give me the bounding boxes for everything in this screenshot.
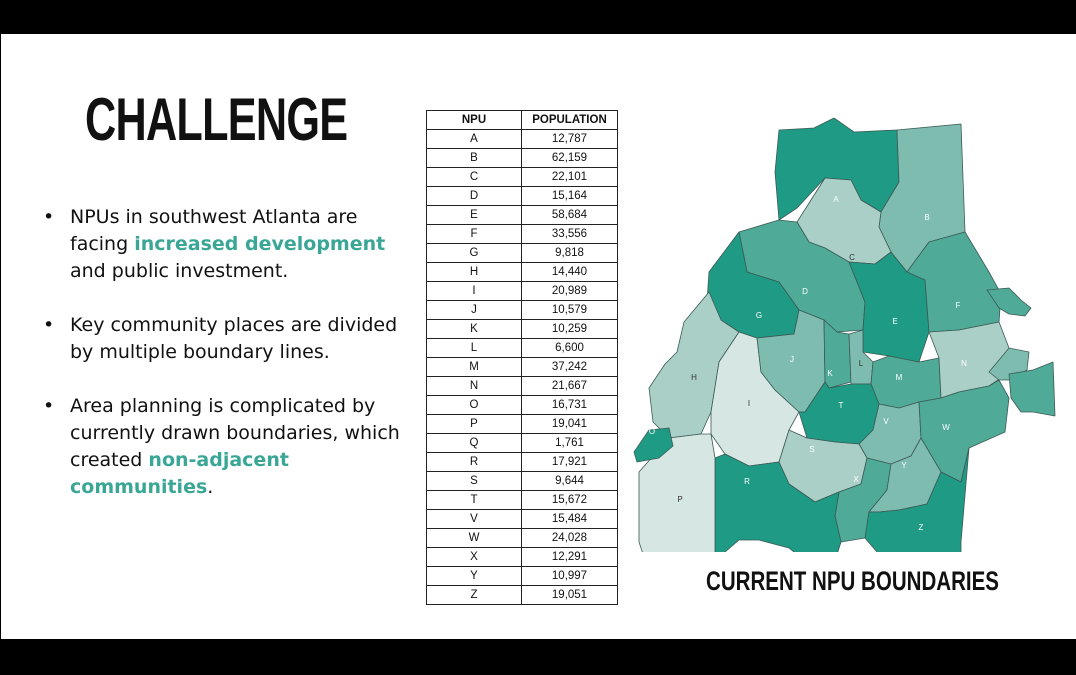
map-label-e: E (892, 317, 898, 326)
npu-cell: B (427, 149, 522, 168)
bullet-text: . (207, 476, 214, 498)
map-label-k: K (827, 369, 833, 378)
highlight-text: non-adjacent communities (70, 449, 289, 498)
npu-cell: W (427, 529, 522, 548)
population-cell: 33,556 (522, 225, 618, 244)
bullet-item (41, 204, 421, 285)
bullet-item (41, 393, 421, 501)
npu-cell: S (427, 472, 522, 491)
map-label-z: Z (918, 523, 924, 532)
table-row (427, 244, 618, 263)
map-label-s: S (809, 445, 815, 454)
bullet-item (41, 312, 421, 366)
table-row (427, 491, 618, 510)
table-row (427, 282, 618, 301)
column-header-npu: NPU (427, 111, 522, 130)
population-cell: 62,159 (522, 149, 618, 168)
map-label-b: B (924, 213, 930, 222)
bullet-text: Key community places are divided by multiple boundary lines. (70, 314, 398, 363)
map-label-v: V (883, 417, 889, 426)
population-cell: 12,291 (522, 548, 618, 567)
table-row (427, 567, 618, 586)
map-label-a: A (833, 195, 839, 204)
population-cell: 10,997 (522, 567, 618, 586)
map-label-p: P (677, 495, 683, 504)
highlight-text: increased development (134, 233, 386, 255)
table-row (427, 529, 618, 548)
table-row (427, 320, 618, 339)
bullet-text: and public investment. (70, 260, 289, 282)
slide (1, 34, 1076, 639)
map-label-y: Y (901, 461, 907, 470)
population-cell: 16,731 (522, 396, 618, 415)
population-cell: 19,051 (522, 586, 618, 605)
population-cell: 9,818 (522, 244, 618, 263)
table-row (427, 206, 618, 225)
npu-cell: X (427, 548, 522, 567)
population-cell: 15,164 (522, 187, 618, 206)
npu-cell: A (427, 130, 522, 149)
population-cell: 1,761 (522, 434, 618, 453)
map-label-n: N (961, 359, 967, 368)
population-cell: 58,684 (522, 206, 618, 225)
npu-cell: H (427, 263, 522, 282)
map-label-x: X (853, 475, 859, 484)
table-row (427, 548, 618, 567)
map-label-w: W (942, 423, 950, 432)
bullet-text: NPUs in southwest Atlanta are facing (70, 206, 358, 255)
npu-cell: Q (427, 434, 522, 453)
population-cell: 37,242 (522, 358, 618, 377)
table-row (427, 168, 618, 187)
table-row (427, 415, 618, 434)
table-row (427, 339, 618, 358)
npu-boundaries-map (629, 112, 1059, 552)
population-cell: 20,989 (522, 282, 618, 301)
map-label-o: O (648, 427, 656, 436)
npu-cell: T (427, 491, 522, 510)
npu-cell: L (427, 339, 522, 358)
npu-cell: V (427, 510, 522, 529)
population-cell: 21,667 (522, 377, 618, 396)
map-caption: CURRENT NPU BOUNDARIES (706, 566, 999, 596)
population-cell: 14,440 (522, 263, 618, 282)
map-label-j: J (790, 355, 794, 364)
population-cell: 6,600 (522, 339, 618, 358)
table-row (427, 358, 618, 377)
bullet-list (41, 204, 421, 528)
table-row (427, 453, 618, 472)
table-header-row (427, 111, 618, 130)
slide-title: CHALLENGE (85, 86, 348, 153)
npu-cell: R (427, 453, 522, 472)
map-label-t: T (838, 401, 844, 410)
table-row (427, 586, 618, 605)
table-body (427, 130, 618, 605)
npu-cell: O (427, 396, 522, 415)
map-label-h: H (691, 373, 697, 382)
population-cell: 19,041 (522, 415, 618, 434)
npu-cell: I (427, 282, 522, 301)
population-cell: 15,672 (522, 491, 618, 510)
npu-cell: P (427, 415, 522, 434)
map-label-i: I (747, 399, 751, 408)
map-label-c: C (849, 253, 855, 262)
npu-cell: K (427, 320, 522, 339)
map-label-m: M (895, 373, 903, 382)
table-row (427, 130, 618, 149)
npu-cell: G (427, 244, 522, 263)
table-row (427, 225, 618, 244)
npu-cell: J (427, 301, 522, 320)
population-cell: 10,579 (522, 301, 618, 320)
population-table (426, 110, 618, 605)
table-row (427, 301, 618, 320)
table-row (427, 472, 618, 491)
npu-cell: D (427, 187, 522, 206)
population-cell: 17,921 (522, 453, 618, 472)
npu-cell: M (427, 358, 522, 377)
npu-cell: F (427, 225, 522, 244)
table-row (427, 377, 618, 396)
table-row (427, 434, 618, 453)
map-label-r: R (744, 477, 750, 486)
table-row (427, 396, 618, 415)
population-cell: 15,484 (522, 510, 618, 529)
npu-cell: N (427, 377, 522, 396)
table-row (427, 510, 618, 529)
population-cell: 10,259 (522, 320, 618, 339)
population-cell: 9,644 (522, 472, 618, 491)
population-cell: 24,028 (522, 529, 618, 548)
column-header-population: POPULATION (522, 111, 618, 130)
map-label-f: F (955, 301, 961, 310)
bullet-text: Area planning is complicated by currently drawn boundaries, which created (70, 395, 400, 471)
map-label-d: D (802, 287, 808, 296)
table-row (427, 187, 618, 206)
population-cell: 22,101 (522, 168, 618, 187)
npu-cell: Y (427, 567, 522, 586)
map-label-l: L (858, 359, 864, 368)
table-row (427, 149, 618, 168)
map-label-g: G (755, 311, 763, 320)
population-cell: 12,787 (522, 130, 618, 149)
npu-cell: Z (427, 586, 522, 605)
npu-cell: C (427, 168, 522, 187)
npu-cell: E (427, 206, 522, 225)
table-row (427, 263, 618, 282)
